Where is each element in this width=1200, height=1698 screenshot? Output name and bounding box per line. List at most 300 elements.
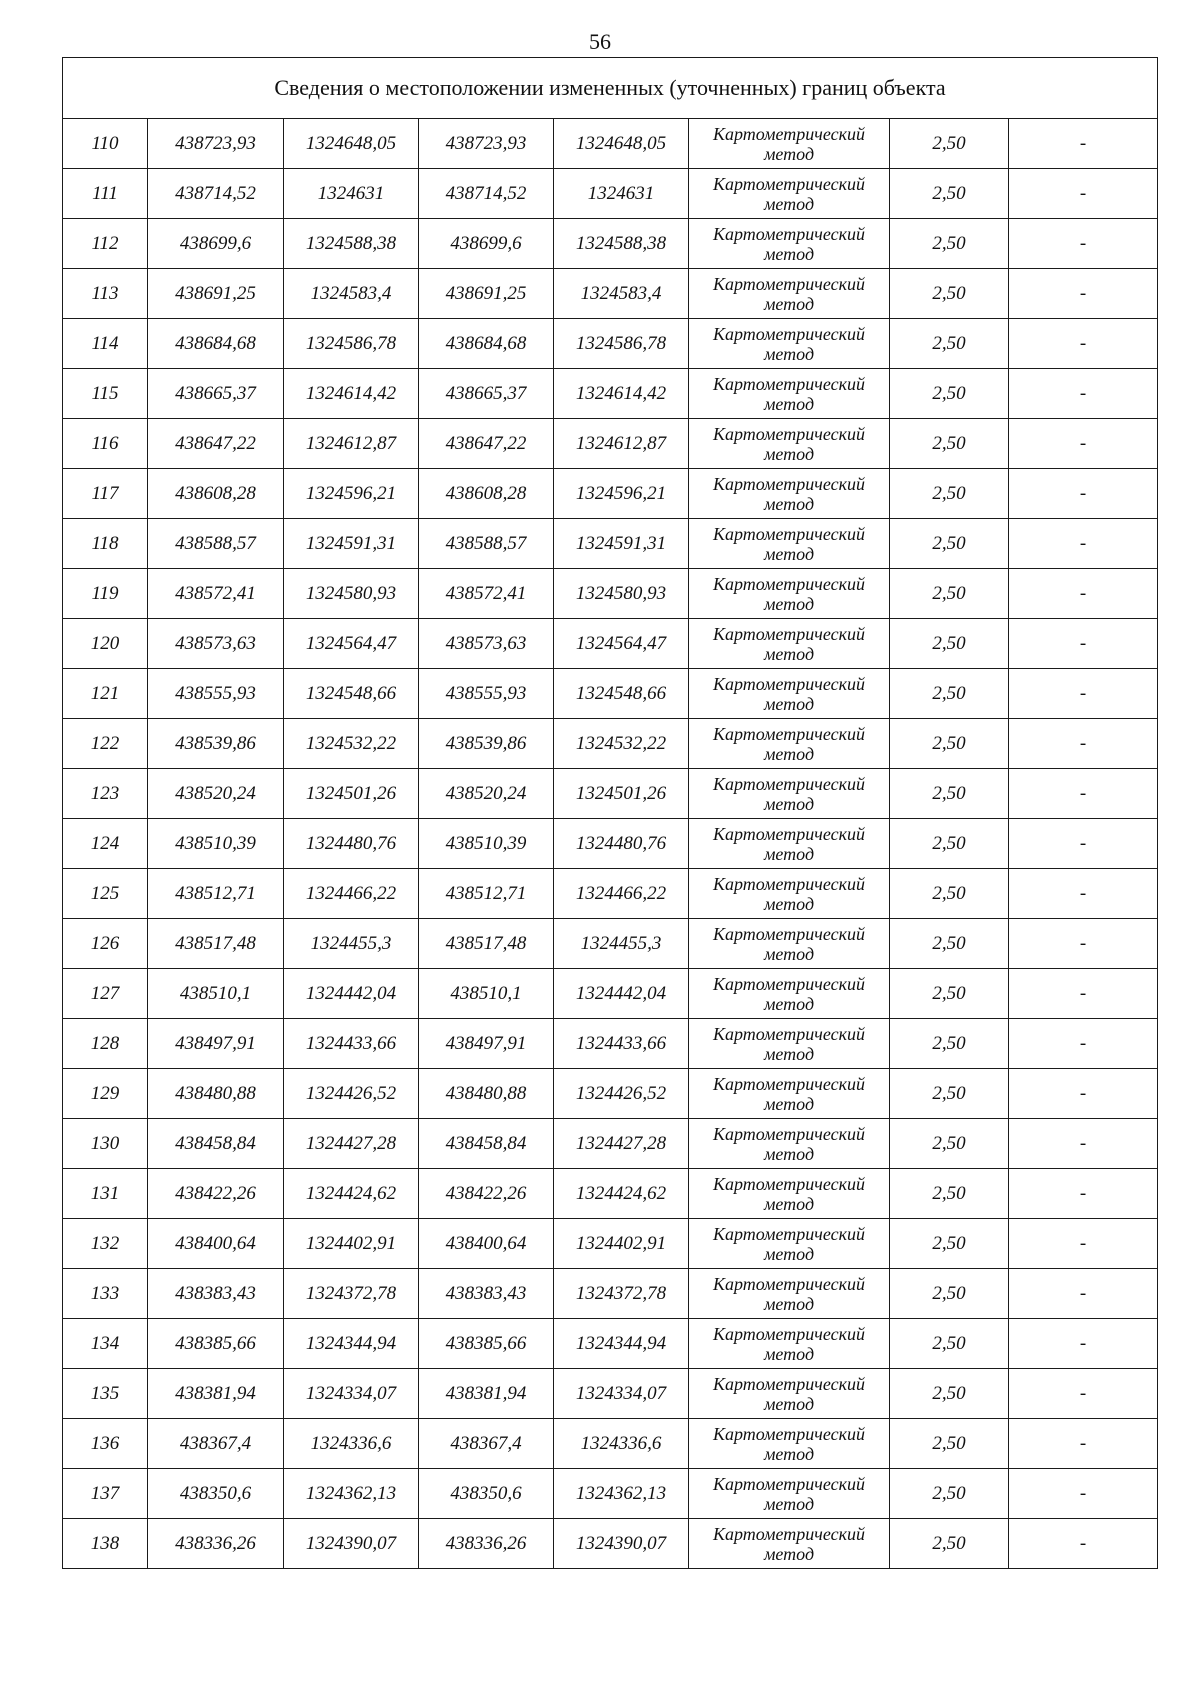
existing-x-cell: 438383,43 [148,1269,284,1319]
method-cell [689,119,890,169]
refined-x-cell: 438367,4 [419,1419,554,1469]
existing-y-cell: 1324334,07 [284,1369,419,1419]
accuracy-cell: 2,50 [890,319,1009,369]
refined-y-cell: 1324588,38 [554,219,689,269]
existing-x-cell: 438723,93 [148,119,284,169]
method-line-2: метод [763,243,815,264]
method-line-1: Картометрический [712,1523,865,1544]
method-line-2: метод [763,1543,815,1564]
refined-x-cell: 438510,39 [419,819,554,869]
point-number-cell: 117 [63,469,148,519]
method-line-2: метод [763,1093,815,1114]
refined-y-cell: 1324564,47 [554,619,689,669]
point-number-cell: 122 [63,719,148,769]
existing-x-cell: 438517,48 [148,919,284,969]
accuracy-cell: 2,50 [890,1169,1009,1219]
table-row [63,1319,1158,1369]
note-cell: - [1009,819,1158,869]
note-cell: - [1009,219,1158,269]
existing-y-cell: 1324455,3 [284,919,419,969]
table-row [63,419,1158,469]
point-number-cell: 123 [63,769,148,819]
note-cell: - [1009,419,1158,469]
method-line-1: Картометрический [712,1223,865,1244]
method-line-1: Картометрический [712,623,865,644]
existing-y-cell: 1324402,91 [284,1219,419,1269]
note-cell: - [1009,1319,1158,1369]
refined-y-cell: 1324334,07 [554,1369,689,1419]
existing-y-cell: 1324336,6 [284,1419,419,1469]
note-cell: - [1009,1419,1158,1469]
method-line-1: Картометрический [712,1473,865,1494]
method-cell [689,619,890,669]
method-line-2: метод [763,193,815,214]
method-line-1: Картометрический [712,573,865,594]
method-cell [689,419,890,469]
existing-x-cell: 438510,1 [148,969,284,1019]
method-line-2: метод [763,943,815,964]
refined-x-cell: 438381,94 [419,1369,554,1419]
accuracy-cell: 2,50 [890,519,1009,569]
refined-x-cell: 438608,28 [419,469,554,519]
method-cell [689,769,890,819]
existing-x-cell: 438512,71 [148,869,284,919]
point-number-cell: 134 [63,1319,148,1369]
note-cell: - [1009,669,1158,719]
point-number-cell: 110 [63,119,148,169]
method-line-2: метод [763,693,815,714]
method-cell [689,569,890,619]
point-number-cell: 130 [63,1119,148,1169]
method-line-2: метод [763,1293,815,1314]
refined-x-cell: 438383,43 [419,1269,554,1319]
existing-y-cell: 1324532,22 [284,719,419,769]
accuracy-cell: 2,50 [890,219,1009,269]
note-cell: - [1009,1219,1158,1269]
method-line-2: метод [763,843,815,864]
table-row [63,919,1158,969]
table-row [63,1169,1158,1219]
existing-y-cell: 1324501,26 [284,769,419,819]
method-line-2: метод [763,493,815,514]
existing-x-cell: 438480,88 [148,1069,284,1119]
note-cell: - [1009,1369,1158,1419]
method-cell [689,519,890,569]
note-cell: - [1009,269,1158,319]
existing-x-cell: 438422,26 [148,1169,284,1219]
method-line-1: Картометрический [712,1423,865,1444]
method-line-1: Картометрический [712,973,865,994]
refined-y-cell: 1324591,31 [554,519,689,569]
method-cell [689,369,890,419]
method-line-1: Картометрический [712,323,865,344]
point-number-cell: 114 [63,319,148,369]
accuracy-cell: 2,50 [890,469,1009,519]
table-row [63,469,1158,519]
existing-y-cell: 1324583,4 [284,269,419,319]
point-number-cell: 111 [63,169,148,219]
method-cell [689,319,890,369]
refined-x-cell: 438572,41 [419,569,554,619]
method-line-1: Картометрический [712,773,865,794]
point-number-cell: 136 [63,1419,148,1469]
note-cell: - [1009,619,1158,669]
refined-x-cell: 438714,52 [419,169,554,219]
point-number-cell: 138 [63,1519,148,1569]
method-cell [689,1019,890,1069]
method-line-2: метод [763,1043,815,1064]
refined-y-cell: 1324612,87 [554,419,689,469]
method-cell [689,219,890,269]
existing-y-cell: 1324648,05 [284,119,419,169]
existing-x-cell: 438684,68 [148,319,284,369]
table-row [63,969,1158,1019]
refined-x-cell: 438539,86 [419,719,554,769]
table-row [63,1469,1158,1519]
existing-x-cell: 438539,86 [148,719,284,769]
table-row [63,1119,1158,1169]
table-row [63,169,1158,219]
method-line-1: Картометрический [712,423,865,444]
method-line-2: метод [763,1393,815,1414]
refined-x-cell: 438510,1 [419,969,554,1019]
existing-y-cell: 1324612,87 [284,419,419,469]
method-line-2: метод [763,393,815,414]
note-cell: - [1009,769,1158,819]
existing-x-cell: 438497,91 [148,1019,284,1069]
existing-x-cell: 438400,64 [148,1219,284,1269]
existing-y-cell: 1324580,93 [284,569,419,619]
existing-x-cell: 438381,94 [148,1369,284,1419]
refined-y-cell: 1324614,42 [554,369,689,419]
point-number-cell: 127 [63,969,148,1019]
refined-y-cell: 1324648,05 [554,119,689,169]
note-cell: - [1009,919,1158,969]
note-cell: - [1009,1269,1158,1319]
note-cell: - [1009,519,1158,569]
table-row [63,1419,1158,1469]
note-cell: - [1009,869,1158,919]
existing-x-cell: 438647,22 [148,419,284,469]
accuracy-cell: 2,50 [890,819,1009,869]
existing-x-cell: 438699,6 [148,219,284,269]
refined-y-cell: 1324362,13 [554,1469,689,1519]
page-number: 56 [589,29,611,54]
table-row [63,369,1158,419]
existing-y-cell: 1324596,21 [284,469,419,519]
method-line-1: Картометрический [712,223,865,244]
refined-x-cell: 438512,71 [419,869,554,919]
method-line-1: Картометрический [712,1273,865,1294]
existing-y-cell: 1324614,42 [284,369,419,419]
refined-x-cell: 438665,37 [419,369,554,419]
table-row [63,1269,1158,1319]
method-line-1: Картометрический [712,273,865,294]
existing-x-cell: 438608,28 [148,469,284,519]
point-number-cell: 132 [63,1219,148,1269]
table-row [63,1069,1158,1119]
existing-x-cell: 438367,4 [148,1419,284,1469]
existing-y-cell: 1324427,28 [284,1119,419,1169]
existing-y-cell: 1324390,07 [284,1519,419,1569]
refined-y-cell: 1324426,52 [554,1069,689,1119]
note-cell: - [1009,569,1158,619]
method-line-2: метод [763,993,815,1014]
refined-y-cell: 1324372,78 [554,1269,689,1319]
table-row [63,1219,1158,1269]
method-line-1: Картометрический [712,1323,865,1344]
method-line-1: Картометрический [712,673,865,694]
method-line-1: Картометрический [712,723,865,744]
refined-y-cell: 1324466,22 [554,869,689,919]
method-line-1: Картометрический [712,373,865,394]
refined-y-cell: 1324424,62 [554,1169,689,1219]
method-cell [689,269,890,319]
note-cell: - [1009,369,1158,419]
refined-x-cell: 438336,26 [419,1519,554,1569]
method-cell [689,1219,890,1269]
method-line-2: метод [763,343,815,364]
note-cell: - [1009,1019,1158,1069]
note-cell: - [1009,1069,1158,1119]
note-cell: - [1009,469,1158,519]
existing-x-cell: 438588,57 [148,519,284,569]
point-number-cell: 113 [63,269,148,319]
method-cell [689,1069,890,1119]
refined-y-cell: 1324586,78 [554,319,689,369]
method-line-1: Картометрический [712,123,865,144]
accuracy-cell: 2,50 [890,169,1009,219]
refined-y-cell: 1324402,91 [554,1219,689,1269]
method-line-1: Картометрический [712,1373,865,1394]
point-number-cell: 126 [63,919,148,969]
method-line-1: Картометрический [712,923,865,944]
refined-x-cell: 438458,84 [419,1119,554,1169]
refined-x-cell: 438520,24 [419,769,554,819]
existing-x-cell: 438665,37 [148,369,284,419]
accuracy-cell: 2,50 [890,269,1009,319]
point-number-cell: 137 [63,1469,148,1519]
refined-x-cell: 438497,91 [419,1019,554,1069]
existing-y-cell: 1324480,76 [284,819,419,869]
method-line-1: Картометрический [712,873,865,894]
accuracy-cell: 2,50 [890,1469,1009,1519]
table-row [63,319,1158,369]
refined-y-cell: 1324433,66 [554,1019,689,1069]
point-number-cell: 124 [63,819,148,869]
method-line-2: метод [763,543,815,564]
table-row [63,719,1158,769]
point-number-cell: 128 [63,1019,148,1069]
method-line-1: Картометрический [712,1073,865,1094]
point-number-cell: 115 [63,369,148,419]
method-cell [689,1119,890,1169]
refined-x-cell: 438588,57 [419,519,554,569]
accuracy-cell: 2,50 [890,419,1009,469]
method-line-2: метод [763,1343,815,1364]
accuracy-cell: 2,50 [890,719,1009,769]
accuracy-cell: 2,50 [890,669,1009,719]
accuracy-cell: 2,50 [890,919,1009,969]
existing-y-cell: 1324548,66 [284,669,419,719]
refined-x-cell: 438691,25 [419,269,554,319]
point-number-cell: 131 [63,1169,148,1219]
note-cell: - [1009,719,1158,769]
table-row [63,1369,1158,1419]
method-cell [689,1369,890,1419]
existing-x-cell: 438510,39 [148,819,284,869]
point-number-cell: 129 [63,1069,148,1119]
existing-x-cell: 438350,6 [148,1469,284,1519]
existing-x-cell: 438573,63 [148,619,284,669]
existing-x-cell: 438458,84 [148,1119,284,1169]
existing-y-cell: 1324426,52 [284,1069,419,1119]
method-cell [689,1269,890,1319]
method-line-1: Картометрический [712,1123,865,1144]
accuracy-cell: 2,50 [890,1419,1009,1469]
method-line-1: Картометрический [712,1173,865,1194]
existing-y-cell: 1324466,22 [284,869,419,919]
existing-y-cell: 1324586,78 [284,319,419,369]
refined-y-cell: 1324455,3 [554,919,689,969]
method-cell [689,1169,890,1219]
method-line-1: Картометрический [712,523,865,544]
method-line-2: метод [763,293,815,314]
refined-y-cell: 1324631 [554,169,689,219]
accuracy-cell: 2,50 [890,769,1009,819]
existing-x-cell: 438555,93 [148,669,284,719]
existing-y-cell: 1324631 [284,169,419,219]
point-number-cell: 112 [63,219,148,269]
note-cell: - [1009,319,1158,369]
refined-x-cell: 438400,64 [419,1219,554,1269]
table-row [63,1019,1158,1069]
refined-y-cell: 1324336,6 [554,1419,689,1469]
existing-y-cell: 1324372,78 [284,1269,419,1319]
refined-x-cell: 438573,63 [419,619,554,669]
note-cell: - [1009,1169,1158,1219]
method-cell [689,1319,890,1369]
accuracy-cell: 2,50 [890,1319,1009,1369]
method-line-2: метод [763,893,815,914]
existing-y-cell: 1324442,04 [284,969,419,1019]
refined-y-cell: 1324480,76 [554,819,689,869]
refined-x-cell: 438480,88 [419,1069,554,1119]
table-row [63,519,1158,569]
refined-y-cell: 1324583,4 [554,269,689,319]
method-cell [689,669,890,719]
existing-y-cell: 1324564,47 [284,619,419,669]
method-cell [689,469,890,519]
refined-y-cell: 1324344,94 [554,1319,689,1369]
method-line-1: Картометрический [712,1023,865,1044]
table-title: Сведения о местоположении измененных (уточненных) границ объекта [63,58,1158,119]
refined-y-cell: 1324596,21 [554,469,689,519]
method-line-2: метод [763,143,815,164]
existing-y-cell: 1324588,38 [284,219,419,269]
accuracy-cell: 2,50 [890,369,1009,419]
refined-y-cell: 1324427,28 [554,1119,689,1169]
existing-x-cell: 438714,52 [148,169,284,219]
method-line-2: метод [763,743,815,764]
point-number-cell: 116 [63,419,148,469]
method-line-2: метод [763,643,815,664]
existing-x-cell: 438572,41 [148,569,284,619]
note-cell: - [1009,119,1158,169]
refined-x-cell: 438555,93 [419,669,554,719]
method-line-1: Картометрический [712,173,865,194]
accuracy-cell: 2,50 [890,1269,1009,1319]
accuracy-cell: 2,50 [890,969,1009,1019]
method-cell [689,719,890,769]
accuracy-cell: 2,50 [890,119,1009,169]
point-number-cell: 120 [63,619,148,669]
note-cell: - [1009,969,1158,1019]
refined-x-cell: 438699,6 [419,219,554,269]
note-cell: - [1009,1469,1158,1519]
existing-y-cell: 1324433,66 [284,1019,419,1069]
table-row [63,869,1158,919]
point-number-cell: 133 [63,1269,148,1319]
table-row [63,1519,1158,1569]
boundary-coordinates-table [62,57,1158,1569]
refined-x-cell: 438647,22 [419,419,554,469]
method-cell [689,1419,890,1469]
refined-x-cell: 438350,6 [419,1469,554,1519]
point-number-cell: 135 [63,1369,148,1419]
method-line-1: Картометрический [712,473,865,494]
method-line-2: метод [763,1443,815,1464]
method-cell [689,819,890,869]
accuracy-cell: 2,50 [890,569,1009,619]
table-row [63,819,1158,869]
refined-y-cell: 1324580,93 [554,569,689,619]
method-line-2: метод [763,1193,815,1214]
existing-x-cell: 438520,24 [148,769,284,819]
note-cell: - [1009,1119,1158,1169]
table-row [63,769,1158,819]
existing-y-cell: 1324591,31 [284,519,419,569]
method-line-2: метод [763,593,815,614]
refined-y-cell: 1324501,26 [554,769,689,819]
note-cell: - [1009,1519,1158,1569]
refined-x-cell: 438385,66 [419,1319,554,1369]
refined-y-cell: 1324390,07 [554,1519,689,1569]
table-row [63,669,1158,719]
accuracy-cell: 2,50 [890,619,1009,669]
refined-x-cell: 438517,48 [419,919,554,969]
table-body [63,119,1158,1569]
point-number-cell: 118 [63,519,148,569]
refined-x-cell: 438723,93 [419,119,554,169]
method-cell [689,1469,890,1519]
method-line-1: Картометрический [712,823,865,844]
table-row [63,569,1158,619]
table-row [63,119,1158,169]
point-number-cell: 121 [63,669,148,719]
refined-y-cell: 1324548,66 [554,669,689,719]
method-line-2: метод [763,793,815,814]
note-cell: - [1009,169,1158,219]
method-cell [689,169,890,219]
point-number-cell: 125 [63,869,148,919]
accuracy-cell: 2,50 [890,1119,1009,1169]
refined-x-cell: 438684,68 [419,319,554,369]
method-cell [689,869,890,919]
method-line-2: метод [763,443,815,464]
accuracy-cell: 2,50 [890,1219,1009,1269]
accuracy-cell: 2,50 [890,1019,1009,1069]
